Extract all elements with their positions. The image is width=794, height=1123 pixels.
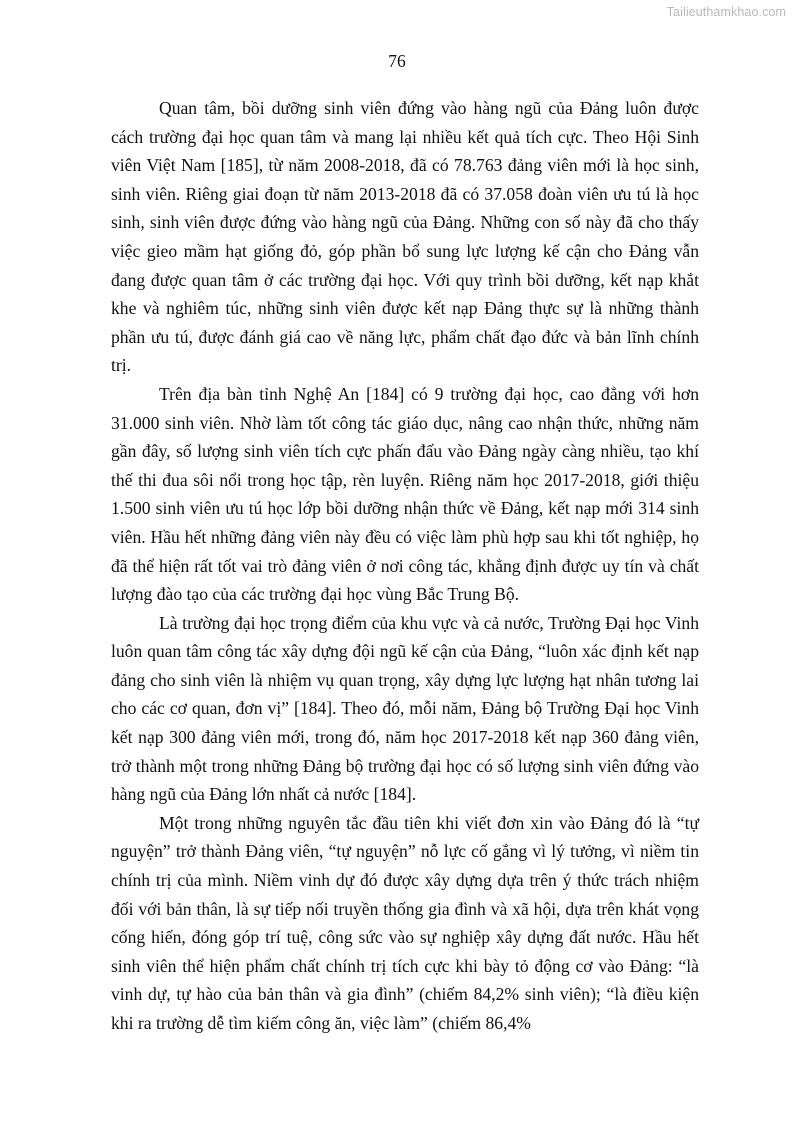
paragraph: Trên địa bàn tỉnh Nghệ An [184] có 9 trường đại học, cao đẳng với hơn 31.000 sinh viên. Nhờ làm tốt công tác giáo dục, nâng cao nhận thức, những năm gần đây, số lượng sinh viên tích cực phấn đấu vào Đảng ngày càng nhiều, tạo khí thế thi đua sôi nổi trong học tập, rèn luyện. Riêng năm học 2017-2018, giới thiệu 1.500 sinh viên ưu tú học lớp bồi dưỡng nhận thức về Đảng, kết nạp mới 314 sinh viên. Hầu hết những đảng viên này đều có việc làm phù hợp sau khi tốt nghiệp, họ đã thể hiện rất tốt vai trò đảng viên ở nơi công tác, khẳng định được uy tín và chất lượng đào tạo của các trường đại học vùng Bắc Trung Bộ. xyxy=(111,383,699,605)
paragraph: Một trong những nguyên tắc đầu tiên khi viết đơn xin vào Đảng đó là “tự nguyện” trở thành Đảng viên, “tự nguyện” nỗ lực cố gắng vì lý tưởng, vì niềm tin chính trị của mình. Niềm vinh dự đó được xây dựng dựa trên ý thức trách nhiệm đối với bản thân, là sự tiếp nối truyền thống gia đình và xã hội, dựa trên khát vọng cống hiến, đóng góp trí tuệ, công sức vào sự nghiệp xây dựng đất nước. Hầu hết sinh viên thể hiện phẩm chất chính trị tích cực khi bày tỏ động cơ vào Đảng: “là vinh dự, tự hào của bản thân và gia đình” (chiếm 84,2% sinh viên); “là điều kiện khi ra trường dễ tìm kiếm công ăn, việc làm” (chiếm 86,4% xyxy=(111,812,699,1033)
paragraph: Là trường đại học trọng điểm của khu vực và cả nước, Trường Đại học Vinh luôn quan tâm công tác xây dựng đội ngũ kế cận của Đảng, “luôn xác định kết nạp đảng cho sinh viên là nhiệm vụ quan trọng, xây dựng lực lượng hạt nhân tương lai cho các cơ quan, đơn vị” [184]. Theo đó, mỗi năm, Đảng bộ Trường Đại học Vinh kết nạp 300 đảng viên mới, trong đó, năm học 2017-2018 kết nạp 360 đảng viên, trở thành một trong những Đảng bộ trường đại học có số lượng sinh viên đứng vào hàng ngũ của Đảng lớn nhất cả nước [184]. xyxy=(111,612,699,805)
paragraph: Quan tâm, bồi dưỡng sinh viên đứng vào hàng ngũ của Đảng luôn được cách trường đại học quan tâm và mang lại nhiều kết quả tích cực. Theo Hội Sinh viên Việt Nam [185], từ năm 2008-2018, đã có 78.763 đảng viên mới là học sinh, sinh viên. Riêng giai đoạn từ năm 2013-2018 đã có 37.058 đoàn viên ưu tú là học sinh, sinh viên được đứng vào hàng ngũ của Đảng. Những con số này đã cho thấy việc gieo mầm hạt giống đỏ, góp phần bổ sung lực lượng kế cận cho Đảng vẫn đang được quan tâm ở các trường đại học. Với quy trình bồi dưỡng, kết nạp khắt khe và nghiêm túc, những sinh viên được kết nạp Đảng thực sự là những thành phần ưu tú, được đánh giá cao về năng lực, phẩm chất đạo đức và bản lĩnh chính trị. xyxy=(111,98,699,376)
watermark: Tailieuthamkhao.com xyxy=(666,5,786,19)
page-number: 76 xyxy=(388,51,406,71)
document-body xyxy=(111,94,699,1038)
